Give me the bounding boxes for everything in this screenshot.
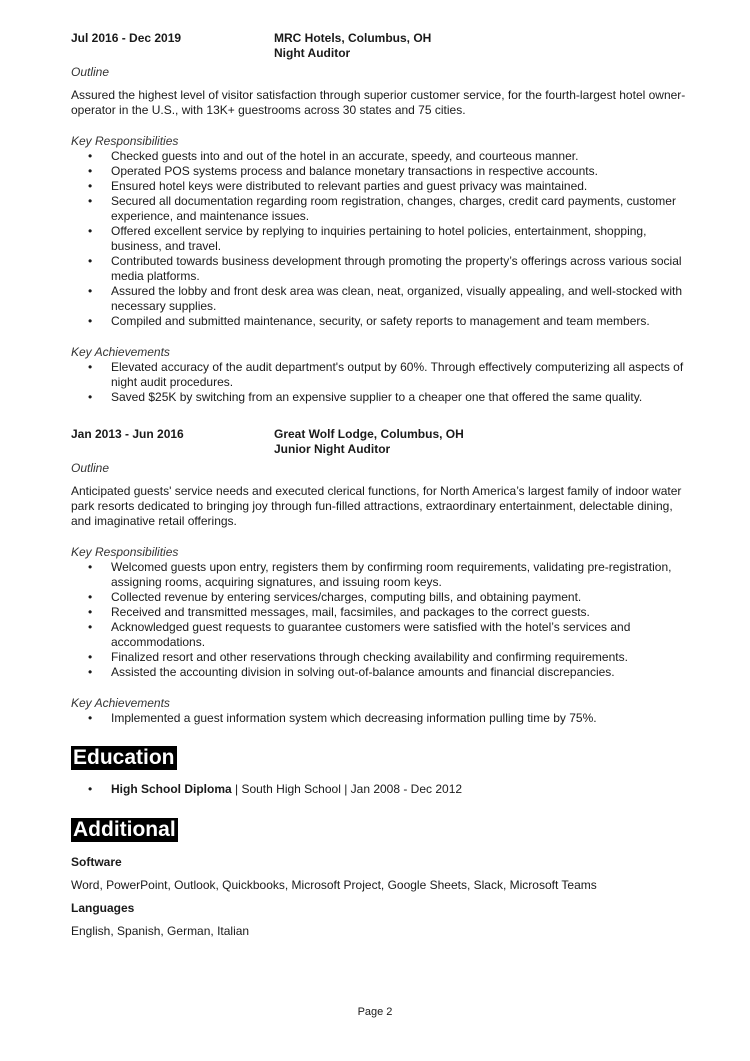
list-item bbox=[71, 605, 686, 620]
list-item bbox=[71, 179, 686, 194]
bullet-icon: • bbox=[88, 164, 93, 178]
list-item-text: Received and transmitted messages, mail, facsimiles, and packages to the correct guests. bbox=[111, 605, 590, 619]
list-item-text: Secured all documentation regarding room registration, changes, charges, credit card payments, customer experience, and maintenance issues. bbox=[111, 194, 676, 223]
list-item bbox=[71, 560, 686, 590]
education-list bbox=[71, 782, 686, 797]
bullet-icon: • bbox=[88, 284, 93, 298]
list-item bbox=[71, 711, 686, 726]
list-item-text: Ensured hotel keys were distributed to relevant parties and guest privacy was maintained. bbox=[111, 179, 588, 193]
job-role: Night Auditor bbox=[274, 46, 351, 60]
outline-label: Outline bbox=[71, 65, 110, 79]
education-details: | South High School | Jan 2008 - Dec 2012 bbox=[231, 782, 463, 796]
responsibilities-list bbox=[71, 560, 686, 680]
list-item bbox=[71, 650, 686, 665]
list-item-text: Assured the lobby and front desk area was clean, neat, organized, visually appealing, and well-stocked with necessary supplies. bbox=[111, 284, 683, 313]
job-employer: Great Wolf Lodge, Columbus, OH bbox=[274, 427, 464, 441]
bullet-icon: • bbox=[88, 179, 93, 193]
bullet-icon: • bbox=[88, 711, 93, 725]
job-role: Junior Night Auditor bbox=[274, 442, 391, 456]
bullet-icon: • bbox=[88, 665, 93, 679]
outline-text: Anticipated guests' service needs and executed clerical functions, for North America’s largest family of indoor water park resorts dedicated to bringing joy through fun-filled attractions, extraordinary entertainment, delectable dining, and imaginative retail offerings. bbox=[71, 484, 682, 528]
software-label: Software bbox=[71, 855, 122, 869]
job-entry bbox=[0, 31, 750, 405]
list-item bbox=[71, 224, 686, 254]
responsibilities-label: Key Responsibilities bbox=[71, 545, 179, 559]
job-dates: Jul 2016 - Dec 2019 bbox=[71, 31, 182, 45]
list-item bbox=[71, 665, 686, 680]
list-item-text: Elevated accuracy of the audit department's output by 60%. Through effectively computerizing all aspects of night audit procedures. bbox=[111, 360, 684, 389]
achievements-label: Key Achievements bbox=[71, 345, 170, 359]
list-item bbox=[71, 590, 686, 605]
outline-text: Assured the highest level of visitor satisfaction through superior customer service, for the fourth-largest hotel owner-operator in the U.S., with 13K+ guestrooms across 30 states and 75 cities. bbox=[71, 88, 686, 117]
job-header bbox=[71, 427, 691, 457]
education-heading: Education bbox=[73, 746, 175, 769]
list-item-text: Collected revenue by entering services/charges, computing bills, and obtaining payment. bbox=[111, 590, 582, 604]
languages-list: English, Spanish, German, Italian bbox=[71, 924, 250, 938]
list-item bbox=[71, 194, 686, 224]
bullet-icon: • bbox=[88, 314, 93, 328]
bullet-icon: • bbox=[88, 590, 93, 604]
page-number: Page 2 bbox=[357, 1006, 393, 1018]
list-item-text: Finalized resort and other reservations through checking availability and confirming requirements. bbox=[111, 650, 628, 664]
bullet-icon: • bbox=[88, 620, 93, 634]
list-item bbox=[71, 390, 686, 405]
bullet-icon: • bbox=[88, 782, 93, 796]
additional-section bbox=[0, 818, 750, 939]
list-item bbox=[71, 284, 686, 314]
degree-name: High School Diploma bbox=[111, 782, 232, 796]
list-item-text: Assisted the accounting division in solving out-of-balance amounts and financial discrepancies. bbox=[111, 665, 615, 679]
list-item-text: Implemented a guest information system which decreasing information pulling time by 75%. bbox=[111, 711, 597, 725]
bullet-icon: • bbox=[88, 560, 93, 574]
list-item-text: Contributed towards business development through promoting the property’s offerings across various social media platforms. bbox=[111, 254, 682, 283]
bullet-icon: • bbox=[88, 149, 93, 163]
responsibilities-list bbox=[71, 149, 686, 329]
list-item bbox=[71, 149, 686, 164]
bullet-icon: • bbox=[88, 360, 93, 374]
list-item bbox=[71, 314, 686, 329]
education-section bbox=[0, 746, 750, 797]
outline-label: Outline bbox=[71, 461, 110, 475]
job-employer: MRC Hotels, Columbus, OH bbox=[274, 31, 432, 45]
job-entry bbox=[0, 427, 750, 726]
bullet-icon: • bbox=[88, 390, 93, 404]
additional-heading: Additional bbox=[73, 818, 176, 841]
bullet-icon: • bbox=[88, 650, 93, 664]
list-item-text: Operated POS systems process and balance monetary transactions in respective accounts. bbox=[111, 164, 598, 178]
list-item-text: Acknowledged guest requests to guarantee customers were satisfied with the hotel’s services and accommodations. bbox=[111, 620, 631, 649]
bullet-icon: • bbox=[88, 194, 93, 208]
languages-label: Languages bbox=[71, 901, 135, 915]
list-item bbox=[71, 620, 686, 650]
achievements-list bbox=[71, 360, 686, 405]
list-item bbox=[71, 360, 686, 390]
list-item-text: Offered excellent service by replying to inquiries pertaining to hotel policies, entertainment, shopping, business, and travel. bbox=[111, 224, 647, 253]
bullet-icon: • bbox=[88, 605, 93, 619]
job-header bbox=[71, 31, 691, 61]
list-item-text: Welcomed guests upon entry, registers them by confirming room requirements, validating pre-registration, assigning rooms, acquiring signatures, and issuing room keys. bbox=[111, 560, 672, 589]
list-item bbox=[71, 254, 686, 284]
job-dates: Jan 2013 - Jun 2016 bbox=[71, 427, 184, 441]
software-list: Word, PowerPoint, Outlook, Quickbooks, Microsoft Project, Google Sheets, Slack, Microsoft Teams bbox=[71, 878, 597, 892]
list-item-text: Saved $25K by switching from an expensive supplier to a cheaper one that offered the same quality. bbox=[111, 390, 643, 404]
list-item bbox=[71, 782, 686, 797]
achievements-list bbox=[71, 711, 686, 726]
list-item-text: Compiled and submitted maintenance, security, or safety reports to management and team members. bbox=[111, 314, 650, 328]
achievements-label: Key Achievements bbox=[71, 696, 170, 710]
bullet-icon: • bbox=[88, 224, 93, 238]
bullet-icon: • bbox=[88, 254, 93, 268]
list-item-text: Checked guests into and out of the hotel in an accurate, speedy, and courteous manner. bbox=[111, 149, 579, 163]
list-item bbox=[71, 164, 686, 179]
responsibilities-label: Key Responsibilities bbox=[71, 134, 179, 148]
